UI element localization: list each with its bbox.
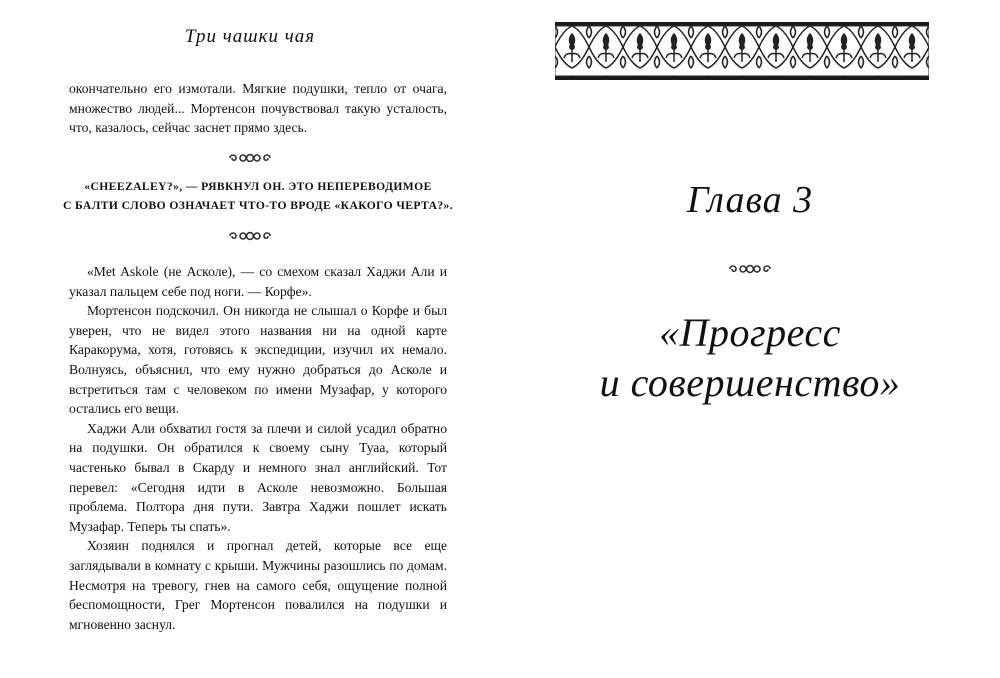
chapter-label: Глава 3 [686,179,814,221]
running-head: Три чашки чая [184,26,316,47]
chapter-title-line-2: и совершенство» [599,360,901,405]
caps-quote-line-2: С БАЛТИ СЛОВО ОЗНАЧАЕТ ЧТО-ТО ВРОДЕ «КАКОГО ЧЕРТА?». [62,198,454,212]
paragraph-4: Хозяин поднялся и прогнал детей, которые все еще заглядывали в комнату с крыши. Мужчины разошлись по домам. Несмотря на тревогу, гнев на самого себя, ощущение полной беспомощности, Грег Мортенсон повалился на подушки и мгновенно заснул. [69,538,447,632]
paragraph-top: окончательно его измотали. Мягкие подушки, тепло от очага, множество людей... Мортенсон почувствовал такую усталость, что, казалось, сейчас заснет прямо здесь. [69,81,447,136]
section-ornament-top-icon [0,151,500,170]
paragraph-2: Мортенсон подскочил. Он никогда не слышал о Корфе и был уверен, что не видел этого названия ни на одной карте Каракорума, хотя, готовясь к экспедиции, изучил их немало. Волнуясь, объяснил, что ему нужно добраться до Асколе и встретиться там с человеком по имени Музафар, у которого остались его вещи. [69,303,447,417]
ornamental-border-icon [555,22,929,80]
paragraph-1: «Met Askole (не Асколе), — со смехом сказал Хаджи Али и указал пальцем себе под ноги. — Корфе». [69,264,447,299]
caps-quote-line-1: «CHEEZALEY?», — РЯВКНУЛ ОН. ЭТО НЕПЕРЕВОДИМОЕ [84,180,432,193]
chapter-title-line-1: «Прогресс [659,310,841,355]
section-ornament-bottom-icon [0,229,500,248]
body-text-main [69,262,447,634]
paragraph-3: Хаджи Али обхватил гостя за плечи и силой усадил обратно на подушки. Он обратился к своему сыну Туаа, который частенько бывал в Скарду и немного знал английский. Тот перевел: «Сегодня идти в Асколе невозможно. Большая проблема. Полтора дня пути. Завтра Хаджи пошлет искать Музафар. Теперь ты спать». [69,420,447,534]
chapter-ornament-icon [500,262,1000,281]
caps-quote [60,178,456,215]
chapter-title [500,308,1000,408]
body-text-top [69,79,447,138]
